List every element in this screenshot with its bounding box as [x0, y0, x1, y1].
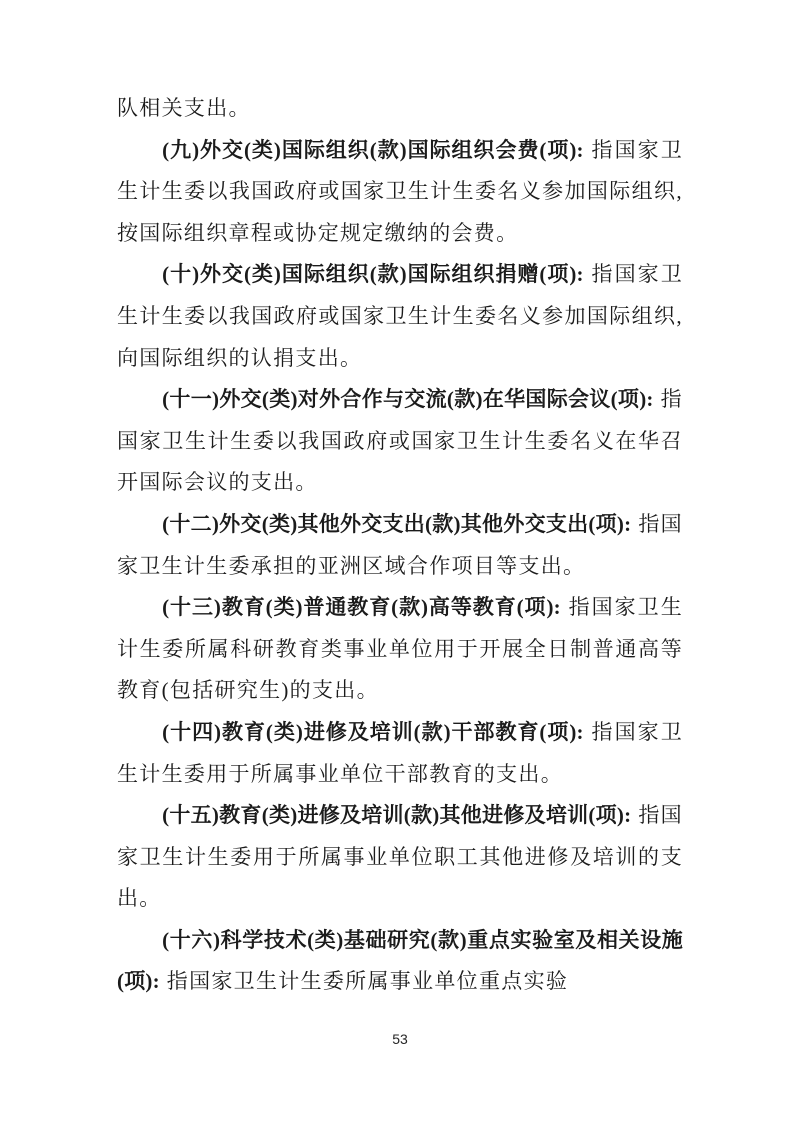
paragraph-body: 指国家卫生计生委用于所属事业单位职工其他进修及培训的支出。: [117, 803, 683, 911]
page-footer: [0, 1031, 800, 1047]
paragraph-item-15: [117, 795, 683, 920]
paragraph-item-12: [117, 504, 683, 587]
lead-paragraph: [117, 88, 683, 130]
paragraph-heading: (十二)外交(类)其他外交支出(款)其他外交支出(项):: [162, 511, 632, 536]
document-text-block: [117, 88, 683, 1003]
paragraph-item-16: [117, 920, 683, 1003]
paragraph-item-13: [117, 587, 683, 712]
paragraph-heading: (十五)教育(类)进修及培训(款)其他进修及培训(项):: [162, 803, 632, 828]
paragraph-heading: (十)外交(类)国际组织(款)国际组织捐赠(项):: [162, 262, 584, 287]
paragraph-item-14: [117, 712, 683, 795]
lead-paragraph-text: 队相关支出。: [117, 96, 251, 120]
paragraph-body: 指国家卫生计生委承担的亚洲区域合作项目等支出。: [117, 511, 683, 578]
paragraph-body: 指国家卫生计生委以我国政府或国家卫生计生委名义在华召开国际会议的支出。: [117, 387, 683, 495]
paragraph-body: 指国家卫生计生委以我国政府或国家卫生计生委名义参加国际组织,按国际组织章程或协定规定缴纳的会费。: [117, 137, 684, 245]
paragraph-body: 指国家卫生计生委所属科研教育类事业单位用于开展全日制普通高等教育(包括研究生)的支出。: [117, 595, 683, 703]
paragraph-heading: (十三)教育(类)普通教育(款)高等教育(项):: [162, 595, 561, 620]
paragraph-heading: (十四)教育(类)进修及培训(款)干部教育(项):: [162, 719, 584, 744]
paragraph-body: 指国家卫生计生委以我国政府或国家卫生计生委名义参加国际组织,向国际组织的认捐支出。: [117, 262, 684, 370]
paragraph-body: 指国家卫生计生委所属事业单位重点实验: [166, 969, 569, 994]
paragraph-item-11: [117, 379, 683, 504]
paragraph-body: 指国家卫生计生委用于所属事业单位干部教育的支出。: [117, 719, 684, 786]
paragraph-heading: (十六)科学技术(类)基础研究(款)重点实验室及相关设施(项):: [117, 927, 683, 994]
paragraph-heading: (十一)外交(类)对外合作与交流(款)在华国际会议(项):: [162, 387, 654, 412]
paragraph-item-9: [117, 130, 683, 255]
paragraph-item-10: [117, 254, 683, 379]
paragraph-heading: (九)外交(类)国际组织(款)国际组织会费(项):: [162, 137, 584, 162]
page-number: 53: [392, 1031, 408, 1047]
